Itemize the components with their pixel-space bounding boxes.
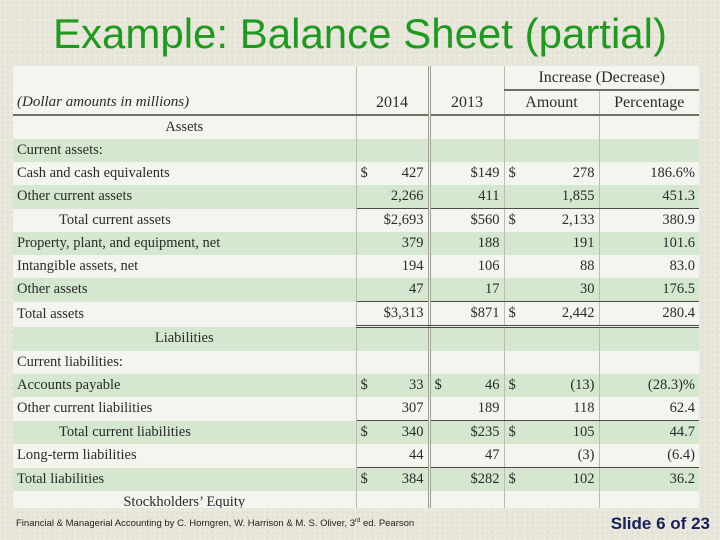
value-2013 — [429, 115, 504, 139]
column-header-label: (Dollar amounts in millions) — [13, 90, 356, 115]
currency-symbol: $ — [360, 377, 368, 393]
value-percentage — [599, 302, 699, 327]
cell-value: 2,442 — [561, 305, 595, 321]
row-label: Stockholders’ Equity — [13, 491, 356, 508]
cell-value: $235 — [470, 424, 500, 440]
value-amount — [504, 302, 599, 327]
value-2014 — [356, 232, 429, 255]
cell-value: (6.4) — [667, 447, 695, 463]
value-2014 — [356, 255, 429, 278]
value-percentage — [599, 491, 699, 508]
row-label: Intangible assets, net — [13, 255, 356, 278]
cell-value: $149 — [470, 165, 500, 181]
table-row — [13, 374, 699, 397]
value-2013 — [429, 327, 504, 352]
cell-value: 88 — [580, 258, 595, 274]
column-header-2013: 2013 — [429, 90, 504, 115]
group-row — [13, 351, 699, 374]
cell-value: 46 — [485, 377, 500, 393]
value-amount — [504, 468, 599, 492]
cell-value: 44 — [409, 447, 424, 463]
row-label: Assets — [13, 115, 356, 139]
row-label: Total assets — [13, 302, 356, 327]
value-amount — [504, 115, 599, 139]
cell-value: 62.4 — [669, 400, 695, 416]
balance-sheet-table — [13, 66, 699, 508]
cell-value: 1,855 — [561, 188, 595, 204]
row-label: Total current assets — [13, 209, 356, 233]
value-percentage — [599, 162, 699, 185]
cell-value: 280.4 — [662, 305, 695, 321]
value-2013 — [429, 374, 504, 397]
value-2014 — [356, 351, 429, 374]
group-row — [13, 139, 699, 162]
value-2014 — [356, 162, 429, 185]
value-2013 — [429, 139, 504, 162]
cell-value: 278 — [572, 165, 595, 181]
value-2014 — [356, 139, 429, 162]
value-2014 — [356, 302, 429, 327]
value-percentage — [599, 421, 699, 445]
value-2013 — [429, 232, 504, 255]
cell-value: 451.3 — [662, 188, 695, 204]
value-2014 — [356, 209, 429, 233]
cell-value: 379 — [401, 235, 424, 251]
citation-text-end: ed. Pearson — [360, 518, 415, 530]
value-percentage — [599, 327, 699, 352]
cell-value: 118 — [573, 400, 595, 416]
cell-value: 102 — [572, 471, 595, 487]
currency-symbol: $ — [434, 377, 442, 393]
cell-value: 307 — [401, 400, 424, 416]
header-row-group — [13, 66, 699, 90]
cell-value: 83.0 — [669, 258, 695, 274]
value-2013 — [429, 421, 504, 445]
cell-value: 36.2 — [669, 471, 695, 487]
value-2014 — [356, 468, 429, 492]
citation-superscript: rd — [354, 518, 361, 524]
cell-value: 191 — [572, 235, 595, 251]
slide-total: 23 — [691, 514, 710, 533]
value-2014 — [356, 374, 429, 397]
cell-value: 105 — [572, 424, 595, 440]
slide-title: Example: Balance Sheet (partial) — [53, 10, 667, 57]
value-percentage — [599, 139, 699, 162]
slide-current: 6 — [656, 514, 666, 533]
value-amount — [504, 351, 599, 374]
row-label: Other assets — [13, 278, 356, 302]
cell-value: 186.6% — [650, 165, 695, 181]
value-percentage — [599, 397, 699, 421]
cell-value: 44.7 — [669, 424, 695, 440]
value-amount — [504, 162, 599, 185]
cell-value: 384 — [401, 471, 424, 487]
cell-value: 47 — [485, 447, 500, 463]
currency-symbol: $ — [360, 424, 368, 440]
row-label: Current liabilities: — [13, 351, 356, 374]
cell-value: 411 — [478, 188, 500, 204]
section-row — [13, 115, 699, 139]
cell-value: 340 — [401, 424, 424, 440]
value-2014 — [356, 491, 429, 508]
cell-value: $282 — [470, 471, 500, 487]
row-label: Total liabilities — [13, 468, 356, 492]
value-percentage — [599, 209, 699, 233]
currency-symbol: $ — [508, 212, 516, 228]
increase-decrease-header: Increase (Decrease) — [504, 66, 699, 90]
row-label: Other current liabilities — [13, 397, 356, 421]
row-label: Liabilities — [13, 327, 356, 352]
value-2013 — [429, 491, 504, 508]
row-label: Total current liabilities — [13, 421, 356, 445]
cell-value: $2,693 — [383, 212, 424, 228]
value-amount — [504, 209, 599, 233]
cell-value: 2,133 — [561, 212, 595, 228]
value-amount — [504, 232, 599, 255]
value-amount — [504, 327, 599, 352]
cell-value: 427 — [401, 165, 424, 181]
cell-value: 33 — [409, 377, 424, 393]
section-row — [13, 327, 699, 352]
table-row — [13, 468, 699, 492]
value-amount — [504, 397, 599, 421]
table-row — [13, 209, 699, 233]
row-label: Long-term liabilities — [13, 444, 356, 468]
cell-value: (3) — [577, 447, 595, 463]
value-2013 — [429, 397, 504, 421]
value-amount — [504, 491, 599, 508]
row-label: Accounts payable — [13, 374, 356, 397]
value-2013 — [429, 209, 504, 233]
currency-symbol: $ — [508, 471, 516, 487]
value-2013 — [429, 255, 504, 278]
value-percentage — [599, 374, 699, 397]
table-row — [13, 255, 699, 278]
value-2013 — [429, 162, 504, 185]
value-2013 — [429, 468, 504, 492]
value-amount — [504, 139, 599, 162]
cell-value: 188 — [477, 235, 500, 251]
cell-value: 17 — [485, 281, 500, 297]
row-label: Other current assets — [13, 185, 356, 209]
row-label: Property, plant, and equipment, net — [13, 232, 356, 255]
column-header-percentage: Percentage — [599, 90, 699, 115]
value-percentage — [599, 278, 699, 302]
value-2014 — [356, 115, 429, 139]
table-row — [13, 278, 699, 302]
value-2013 — [429, 444, 504, 468]
cell-value: (28.3)% — [647, 377, 695, 393]
table-row — [13, 185, 699, 209]
table-row — [13, 421, 699, 445]
table-row — [13, 302, 699, 327]
value-percentage — [599, 185, 699, 209]
value-2013 — [429, 351, 504, 374]
cell-value: 106 — [477, 258, 500, 274]
cell-value: $560 — [470, 212, 500, 228]
currency-symbol: $ — [508, 377, 516, 393]
balance-sheet — [13, 66, 699, 508]
cell-value: 2,266 — [390, 188, 424, 204]
value-amount — [504, 374, 599, 397]
cell-value: 176.5 — [662, 281, 695, 297]
row-label: Cash and cash equivalents — [13, 162, 356, 185]
value-amount — [504, 185, 599, 209]
table-row — [13, 444, 699, 468]
value-percentage — [599, 351, 699, 374]
row-label: Current assets: — [13, 139, 356, 162]
value-percentage — [599, 255, 699, 278]
value-percentage — [599, 468, 699, 492]
table-row — [13, 232, 699, 255]
currency-symbol: $ — [508, 305, 516, 321]
value-amount — [504, 278, 599, 302]
value-percentage — [599, 444, 699, 468]
currency-symbol: $ — [508, 165, 516, 181]
currency-symbol: $ — [508, 424, 516, 440]
section-row — [13, 491, 699, 508]
column-header-2014: 2014 — [356, 90, 429, 115]
cell-value: $871 — [470, 305, 500, 321]
value-2014 — [356, 397, 429, 421]
citation-text: Financial & Managerial Accounting by C. Horngren, W. Harrison & M. S. Oliver, 3 — [16, 518, 355, 530]
value-2013 — [429, 302, 504, 327]
cell-value: 101.6 — [662, 235, 695, 251]
cell-value: 30 — [580, 281, 595, 297]
cell-value: (13) — [570, 377, 595, 393]
table-row — [13, 397, 699, 421]
value-2014 — [356, 444, 429, 468]
value-2014 — [356, 185, 429, 209]
value-2014 — [356, 278, 429, 302]
value-amount — [504, 421, 599, 445]
slide-counter: Slide 6 of 23 — [610, 514, 710, 533]
value-percentage — [599, 232, 699, 255]
value-2014 — [356, 421, 429, 445]
citation — [16, 518, 414, 529]
cell-value: 47 — [409, 281, 424, 297]
cell-value: 380.9 — [662, 212, 695, 228]
value-amount — [504, 444, 599, 468]
currency-symbol: $ — [360, 165, 368, 181]
cell-value: 189 — [477, 400, 500, 416]
value-amount — [504, 255, 599, 278]
value-2014 — [356, 327, 429, 352]
table-row — [13, 162, 699, 185]
value-2013 — [429, 278, 504, 302]
column-header-amount: Amount — [504, 90, 599, 115]
value-2013 — [429, 185, 504, 209]
cell-value: $3,313 — [383, 305, 424, 321]
currency-symbol: $ — [360, 471, 368, 487]
header-row-columns — [13, 90, 699, 115]
value-percentage — [599, 115, 699, 139]
cell-value: 194 — [401, 258, 424, 274]
